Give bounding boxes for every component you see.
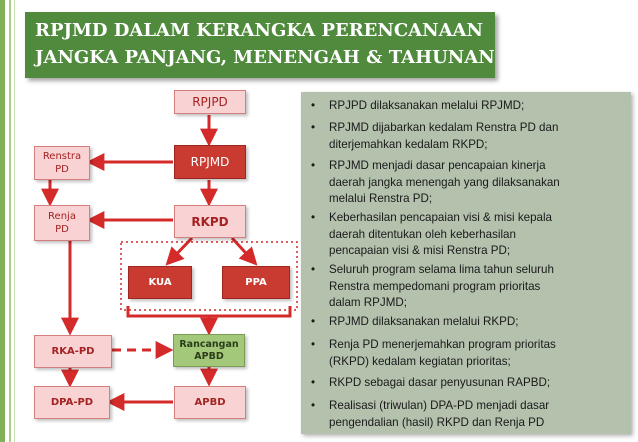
node-dpa-pd-label: DPA-PD [50, 397, 94, 408]
node-rpjmd [174, 145, 246, 179]
node-kua-label: KUA [148, 277, 172, 288]
bullet-dot-icon: • [311, 263, 316, 276]
bullet-text [329, 398, 625, 431]
node-rpjpd [174, 90, 246, 114]
bullet-dot-icon: • [311, 159, 316, 172]
bullet-line: RPJMD menjadi dasar pencapaian kinerja [329, 159, 546, 172]
node-rpjmd-label: RPJMD [190, 155, 230, 169]
bullet-text [329, 210, 625, 260]
node-rancangan-apbd [173, 334, 245, 367]
node-renja-pd [34, 205, 90, 241]
bullet-line: daerah ditentukan oleh keberhasilan [329, 227, 516, 241]
node-apbd-label: APBD [194, 397, 226, 408]
bullet-dot-icon: • [311, 376, 316, 389]
bullet-line: pencapaian visi & misi Renstra PD; [329, 244, 511, 257]
bullet-line: RPJMD dijabarkan kedalam Renstra PD dan [329, 121, 559, 134]
node-rancangan-line-2: APBD [194, 350, 224, 362]
bullet-line: dalam RPJMD; [329, 296, 407, 309]
bullet-line: Realisasi (triwulan) DPA-PD menjadi dasar [329, 399, 550, 412]
bullet-line: diterjemahkan kedalam RKPD; [329, 137, 488, 151]
node-renstra-line-1: Renstra [42, 151, 82, 162]
bullet-line: RPJPD dilaksanakan melalui RPJMD; [329, 99, 525, 112]
bullet-text [329, 337, 625, 370]
bullet-line: daerah jangka menengah yang dilaksanakan [329, 175, 560, 189]
node-rkpd [174, 205, 246, 238]
bullet-text [329, 314, 625, 331]
node-ppa-label: PPA [245, 277, 267, 288]
node-kua [128, 266, 192, 299]
bullet-line: Seluruh program selama lima tahun seluruh [329, 263, 554, 276]
bullet-line: (RKPD) kedalam kegiatan prioritas; [329, 354, 511, 368]
node-rpjpd-label: RPJPD [192, 95, 228, 109]
node-renja-line-2: PD [55, 224, 69, 235]
connector-kua-bracket [128, 306, 209, 316]
bullet-text [329, 158, 625, 208]
bullet-text [329, 98, 625, 115]
node-dpa-pd [34, 386, 110, 419]
description-panel [301, 92, 631, 434]
bullet-line: Keberhasilan pencapaian visi & misi kepala [329, 211, 552, 224]
title-line-1: RPJMD DALAM KERANGKA PERENCANAAN [35, 20, 483, 41]
node-renstra-pd [34, 146, 90, 180]
node-renja-line-1: Renja [48, 211, 76, 222]
node-ppa [222, 266, 290, 299]
node-rancangan-line-1: Rancangan [179, 338, 239, 350]
node-rka-pd [34, 335, 112, 368]
bullet-dot-icon: • [311, 338, 316, 351]
bullet-line: RKPD sebagai dasar penyusunan RAPBD; [329, 376, 551, 389]
node-rka-pd-label: RKA-PD [51, 346, 95, 357]
bullet-dot-icon: • [311, 99, 316, 112]
bullet-line: RPJMD dilaksanakan melalui RKPD; [329, 315, 519, 328]
bullet-text [329, 262, 625, 312]
title-line-2: JANGKA PANJANG, MENENGAH & TAHUNAN [35, 47, 495, 68]
bullet-line: melalui Renstra PD; [329, 192, 433, 205]
bullet-line: Renstra mempedomani program prioritas [329, 279, 541, 293]
bullet-line: pengendalian (hasil) RKPD dan Renja PD [329, 415, 545, 429]
node-renstra-line-2: PD [55, 164, 69, 175]
bullet-dot-icon: • [311, 121, 316, 134]
node-apbd [174, 386, 246, 419]
bullet-text [329, 120, 625, 153]
bullet-text [329, 375, 625, 392]
bullet-line: Renja PD menerjemahkan program prioritas [329, 338, 556, 351]
bullet-dot-icon: • [311, 315, 316, 328]
node-rkpd-label: RKPD [191, 214, 229, 229]
bullet-dot-icon: • [311, 399, 316, 412]
bullet-dot-icon: • [311, 211, 316, 224]
